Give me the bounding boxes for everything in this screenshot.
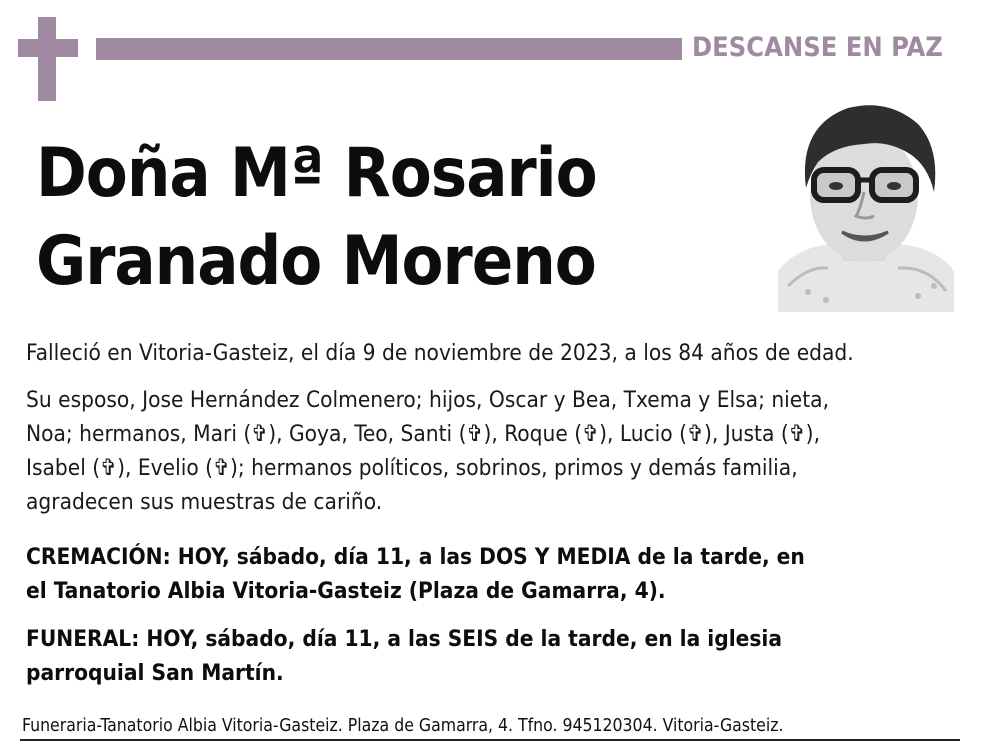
family-line-4: agradecen sus muestras de cariño. (26, 489, 383, 515)
deceased-name (36, 130, 597, 306)
cremation-paragraph (26, 540, 976, 608)
family-line-2: Noa; hermanos, Mari (✞), Goya, Teo, Santi (✞), Roque (✞), Lucio (✞), Justa (✞), (26, 421, 821, 447)
name-line-2: Granado Moreno (36, 222, 596, 301)
family-paragraph (26, 383, 976, 519)
header-bar (96, 38, 682, 60)
funeral-paragraph (26, 622, 976, 690)
family-line-1: Su esposo, Jose Hernández Colmenero; hijos, Oscar y Bea, Txema y Elsa; nieta, (26, 387, 829, 413)
footer-text: Funeraria-Tanatorio Albia Vitoria-Gasteiz. Plaza de Gamarra, 4. Tfno. 945120304. Vitoria-Gasteiz. (22, 716, 784, 736)
name-line-1: Doña Mª Rosario (36, 134, 597, 213)
death-paragraph (26, 336, 976, 370)
portrait-photo (778, 96, 954, 312)
family-line-3: Isabel (✞), Evelio (✞); hermanos políticos, sobrinos, primos y demás familia, (26, 455, 798, 481)
footer-divider (20, 739, 960, 741)
cremation-line-2: el Tanatorio Albia Vitoria-Gasteiz (Plaza de Gamarra, 4). (26, 578, 666, 604)
death-line: Falleció en Vitoria-Gasteiz, el día 9 de noviembre de 2023, a los 84 años de edad. (26, 340, 854, 366)
cross-icon (18, 17, 80, 101)
cremation-line-1: CREMACIÓN: HOY, sábado, día 11, a las DOS Y MEDIA de la tarde, en (26, 544, 805, 570)
funeral-line-2: parroquial San Martín. (26, 660, 284, 686)
funeral-line-1: FUNERAL: HOY, sábado, día 11, a las SEIS de la tarde, en la iglesia (26, 626, 783, 652)
header-label: DESCANSE EN PAZ (692, 32, 943, 63)
